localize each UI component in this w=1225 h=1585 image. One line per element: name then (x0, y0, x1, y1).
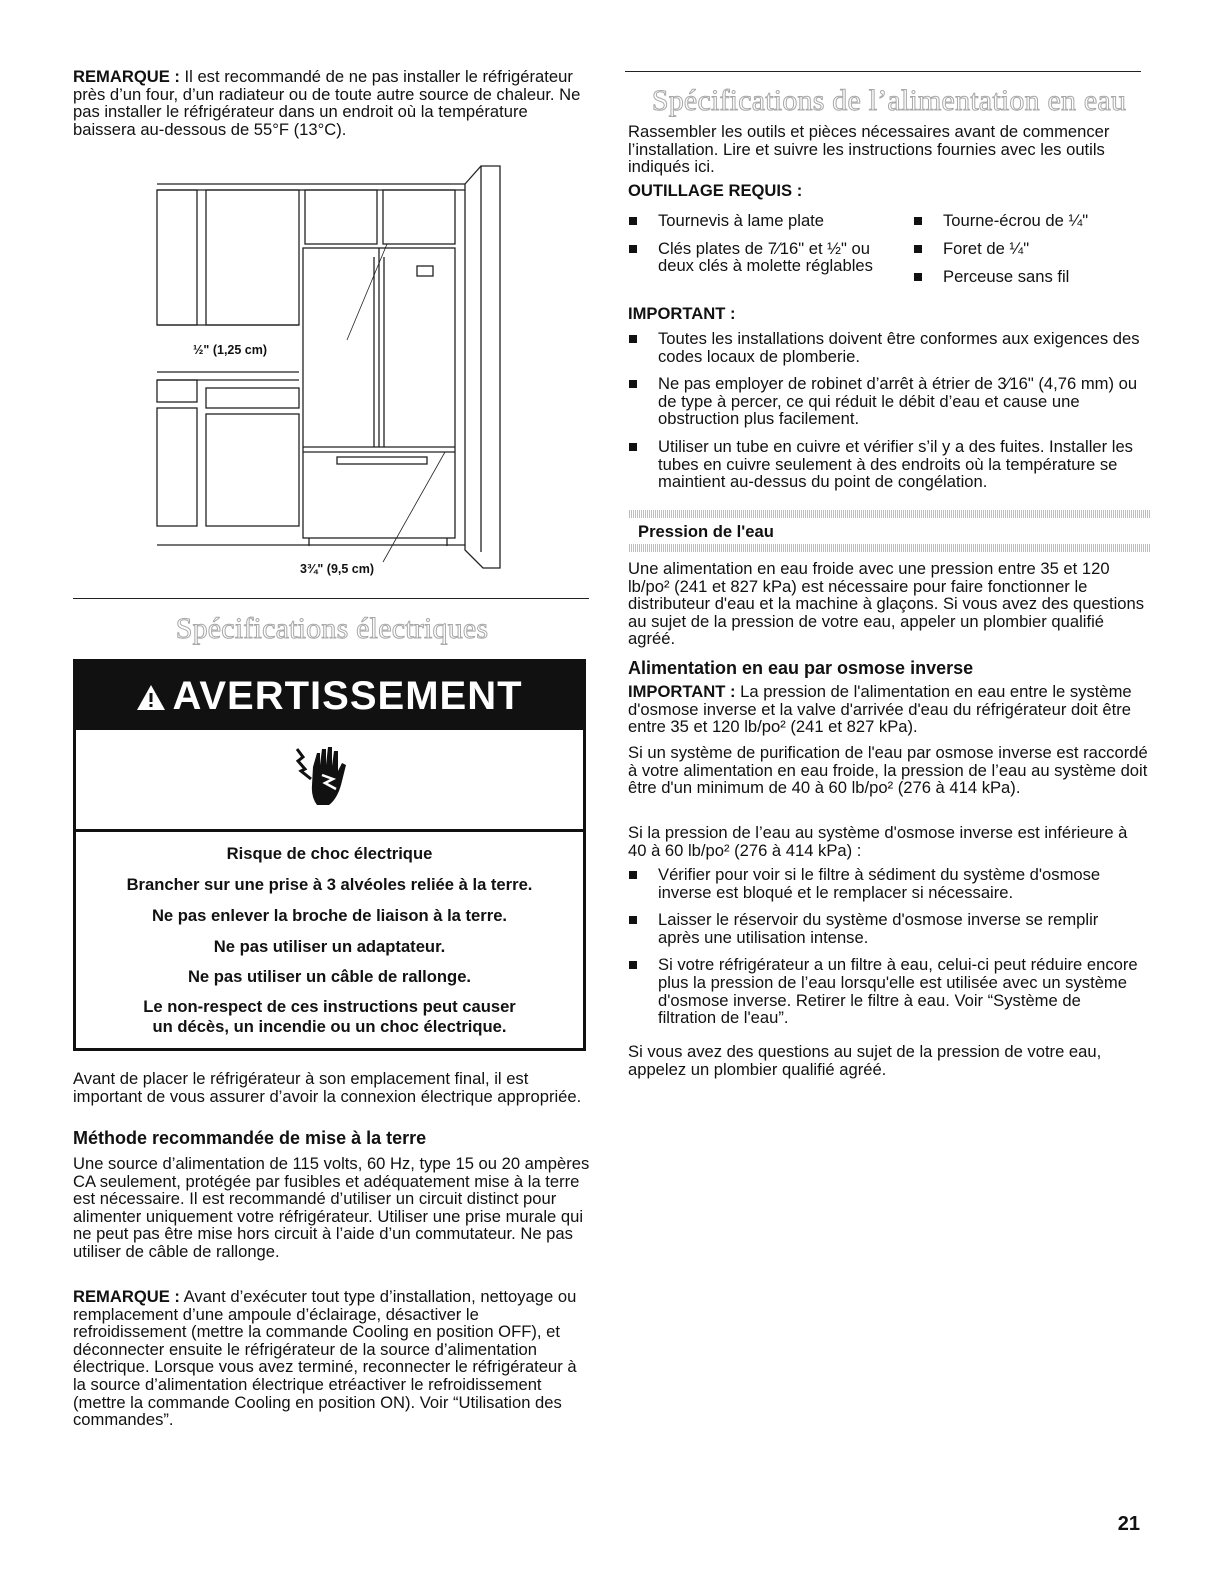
clearance-top-label: ½" (1,25 cm) (193, 343, 268, 357)
warning-line: Ne pas enlever la broche de liaison à la terre. (151, 906, 508, 925)
water-specs-title: Spécifications de l’alimentation en eau (651, 84, 1127, 117)
list-item: Utiliser un tube en cuivre et vérifier s’il y a des fuites. Installer les tubes en cuivre seulement à des endroits où la température se maintient au-dessus du point de congélation. (628, 438, 1143, 491)
ro-paragraph-3: Si la pression de l’eau au système d'osmose inverse est inférieure à 40 à 60 lb/po² (276 à 414 kPa) : (628, 823, 1128, 860)
warning-box (73, 659, 586, 1051)
refrigerator-clearance-figure (155, 162, 587, 582)
warning-consequence: Le non-respect de ces instructions peut causer (143, 997, 516, 1016)
important-list (628, 330, 1143, 491)
ro-paragraph-2: Si un système de purification de l'eau par osmose inverse est raccordé à votre alimentation en eau froide, la pression de l’eau au système doit être d'un minimum de 40 à 60 lb/po² (276 à 414 kPa). (628, 743, 1148, 798)
list-item: Laisser le réservoir du système d'osmose inverse se remplir après une utilisation intense. (628, 911, 1143, 946)
warning-separator (76, 829, 583, 832)
list-item: Toutes les installations doivent être conformes aux exigences des codes locaux de plomberie. (628, 330, 1143, 365)
list-item: Foret de ¼" (913, 240, 1153, 258)
remark-note-1: REMARQUE : Il est recommandé de ne pas installer le réfrigérateur près d’un four, d’un radiateur ou de toute autre source de chaleur. Ne pas installer le réfrigérateur dans un endroit où la température baissera au-dessous de 55°F (13°C). (73, 67, 581, 139)
tools-list-2 (913, 212, 1153, 286)
warning-line: Ne pas utiliser un adaptateur. (213, 937, 446, 956)
warning-line: Brancher sur une prise à 3 alvéoles reliée à la terre. (126, 875, 533, 894)
electric-shock-hand-icon (289, 745, 357, 811)
pressure-band (628, 510, 1150, 552)
warning-line: Ne pas utiliser un câble de rallonge. (187, 967, 472, 986)
ro-important: IMPORTANT : La pression de l'alimentation en eau entre le système d'osmose inverse et la valve d'arrivée d'eau du réfrigérateur doit être entre 35 et 120 lb/po² (241 et 827 kPa). (628, 682, 1132, 737)
list-item: Vérifier pour voir si le filtre à sédiment du système d'osmose inverse est bloqué et le remplacer si nécessaire. (628, 866, 1143, 901)
ro-list (628, 866, 1143, 1027)
list-item: Si votre réfrigérateur a un filtre à eau, celui-ci peut réduire encore plus la pression de l’eau lorsqu'elle est utilisée avec un système d'osmose inverse. Retirer le filtre à eau. Voir “Système de filtration de l'eau”. (628, 956, 1143, 1026)
water-intro: Rassembler les outils et pièces nécessaires avant de commencer l’installation. Lire et suivre les instructions fournies avec les outils indiqués ici. (628, 122, 1110, 177)
pressure-paragraph: Une alimentation en eau froide avec une pression entre 35 et 120 lb/po² (241 et 827 kPa) est nécessaire pour faire fonctionner le distributeur d'eau et la machine à glaçons. Si vous avez des questions au sujet de la pression de votre eau, appeler un plombier qualifié agréé. (628, 559, 1145, 649)
list-item: Tournevis à lame plate (628, 212, 898, 230)
warning-triangle-icon (136, 684, 166, 711)
tools-list-1 (628, 212, 898, 275)
page-number: 21 (1117, 1513, 1140, 1535)
remark-note-2: REMARQUE : Avant d’exécuter tout type d’installation, nettoyage ou remplacement d’une ampoule d’éclairage, désactiver le refroidissement (mettre la commande Cooling en position OFF), et déconnecter ensuite le réfrigérateur de la source d’alimentation électrique. Lorsque vous avez terminé, reconnecter le réfrigérateur à la source d’alimentation électrique etréactiver le refroidissement (mettre la commande Cooling en position ON). Voir “Utilisation des commandes”. (73, 1287, 577, 1430)
list-item: Tourne-écrou de ¼" (913, 212, 1153, 230)
list-item: Perceuse sans fil (913, 268, 1153, 286)
list-item: Ne pas employer de robinet d’arrêt à étrier de 3⁄16" (4,76 mm) ou de type à percer, ce qui réduit le débit d’eau et cause une obstruction plus facilement. (628, 375, 1143, 428)
placement-paragraph: Avant de placer le réfrigérateur à son emplacement final, il est important de vous assurer d’avoir la connexion électrique appropriée. (73, 1069, 582, 1106)
electrical-specs-title: Spécifications électriques (175, 612, 489, 645)
clearance-bottom-label: 3¾" (9,5 cm) (300, 562, 375, 576)
warning-heading: AVERTISSEMENT (172, 674, 523, 718)
section-divider (73, 598, 589, 599)
tools-heading: OUTILLAGE REQUIS : (628, 181, 803, 200)
warning-risk: Risque de choc électrique (226, 844, 433, 863)
warning-consequence: un décès, un incendie ou un choc électrique. (152, 1017, 507, 1036)
section-divider (625, 71, 1141, 72)
warning-header (76, 662, 583, 730)
grounding-heading: Méthode recommandée de mise à la terre (73, 1128, 427, 1148)
grounding-paragraph: Une source d’alimentation de 115 volts, 60 Hz, type 15 ou 20 ampères CA seulement, protégée par fusibles et adéquatement mise à la terre est nécessaire. Il est recommandé d’utiliser un circuit distinct pour alimenter uniquement votre réfrigérateur. Utiliser une prise murale qui ne peut pas être mise hors circuit à l’aide d’un commutateur. Ne pas utiliser de câble de rallonge. (73, 1154, 590, 1261)
important-heading: IMPORTANT : (628, 304, 736, 323)
ro-final: Si vous avez des questions au sujet de la pression de votre eau, appelez un plombier qualifié agréé. (628, 1042, 1102, 1079)
pressure-heading: Pression de l'eau (638, 522, 774, 541)
ro-heading: Alimentation en eau par osmose inverse (628, 658, 974, 678)
list-item: Clés plates de 7⁄16" et ½" ou deux clés à molette réglables (628, 240, 898, 275)
